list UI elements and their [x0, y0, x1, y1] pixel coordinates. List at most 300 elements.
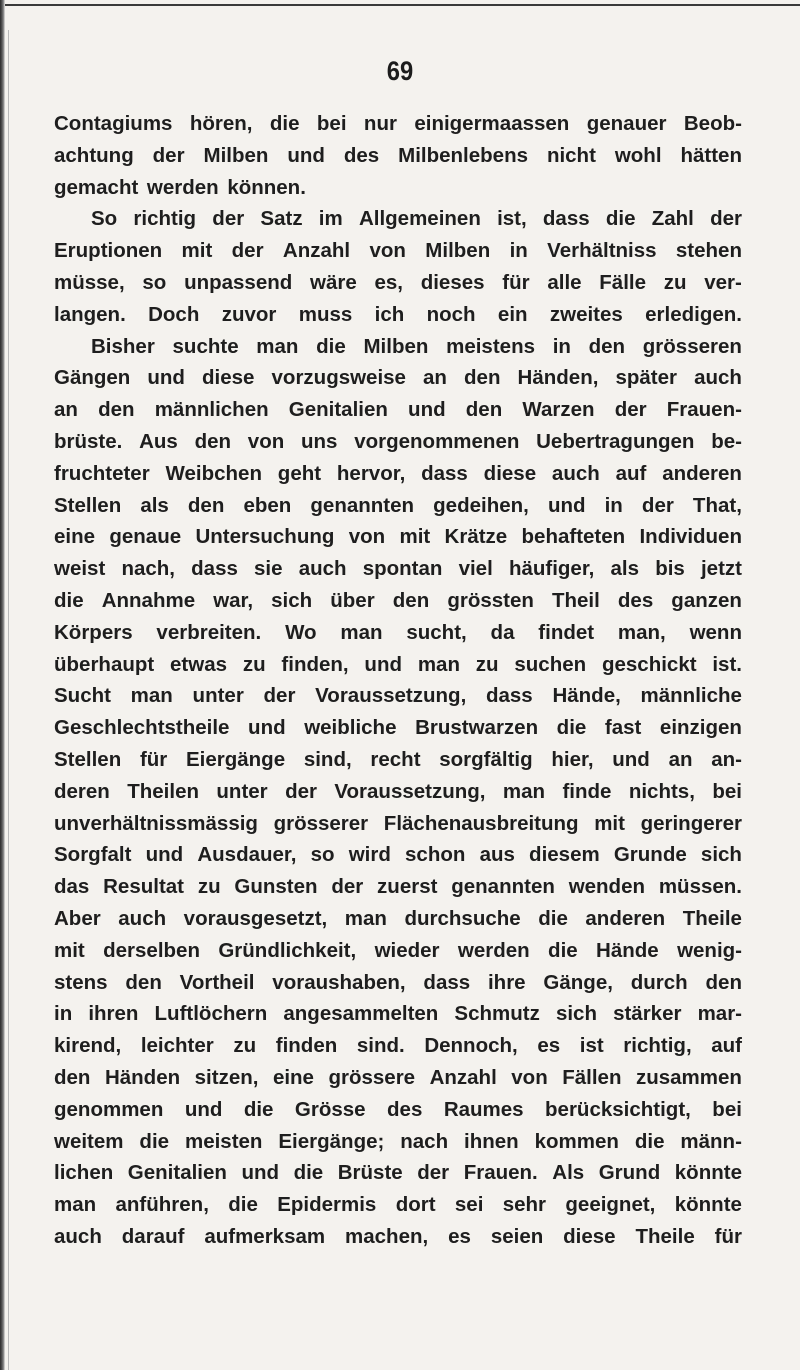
word: auf [711, 1034, 742, 1058]
word: sich [555, 1002, 597, 1026]
word: nicht [546, 143, 596, 167]
text-line [54, 871, 742, 903]
word: ist [579, 1034, 604, 1058]
text-line [54, 1062, 742, 1094]
word: Stellen [54, 493, 122, 517]
word: berücksichtigt, [545, 1097, 691, 1121]
word: Fällen [562, 1065, 622, 1089]
word: den [98, 398, 135, 422]
word: wieder [374, 938, 440, 962]
word: könnte [674, 1161, 742, 1185]
word: und [287, 143, 325, 167]
word: Anzahl [429, 1065, 497, 1089]
page-number: 69 [386, 56, 414, 86]
text-line [54, 331, 742, 363]
word: kirend, [54, 1034, 122, 1058]
text-line [54, 903, 742, 935]
word: zu [197, 875, 221, 899]
word: die [228, 1193, 258, 1217]
word: Geschlechtstheile [54, 716, 230, 740]
word: können. [227, 175, 306, 199]
word: stehen [675, 239, 742, 263]
word: und [364, 652, 402, 676]
word: hätten [680, 143, 742, 167]
word: für [502, 270, 530, 294]
word: der [212, 207, 245, 231]
word: als [610, 557, 640, 581]
word: sei [454, 1193, 484, 1217]
word: Grunde [613, 843, 687, 867]
word: sich [271, 588, 313, 612]
text-line [54, 362, 742, 394]
word: in [509, 239, 528, 263]
word: mit [399, 525, 431, 549]
word: mit [594, 811, 625, 835]
word: ihnen [464, 1129, 519, 1153]
word: be- [711, 429, 742, 453]
word: auch [54, 1224, 102, 1248]
word: zu [475, 652, 499, 676]
word: dass [542, 207, 590, 231]
word: aus [479, 843, 515, 867]
word: da [490, 620, 515, 644]
word: noch [426, 302, 476, 326]
word: nur [363, 112, 397, 135]
word: Fälle [599, 270, 646, 294]
word: nichts, [628, 779, 695, 803]
word: werden [146, 175, 219, 199]
word: Theil [551, 588, 600, 612]
word: etwas [170, 652, 228, 676]
word: genommen [54, 1097, 164, 1121]
word: der [285, 779, 317, 803]
word: ein [497, 302, 528, 326]
page-edge-line [8, 30, 9, 1370]
body-text [54, 108, 742, 1253]
word: stens [54, 970, 108, 994]
text-line [54, 458, 742, 490]
text-line [54, 299, 742, 331]
word: die [634, 1129, 665, 1153]
word: mit [54, 938, 85, 962]
word: vorausgesetzt, [183, 906, 328, 930]
word: und [408, 398, 446, 422]
word: der [231, 239, 264, 263]
word: den [125, 970, 162, 994]
word: Vortheil [179, 970, 255, 994]
page-edge-shadow [0, 0, 5, 1370]
text-line [54, 680, 742, 712]
word: uns [301, 429, 338, 453]
word: voraushaben, [272, 970, 406, 994]
word: finde [562, 779, 612, 803]
word: Genitalien [288, 398, 388, 422]
word: den [705, 970, 742, 994]
word: von [369, 239, 406, 263]
word: jetzt [700, 557, 742, 581]
word: und [147, 366, 185, 390]
word: Uebertragungen [536, 429, 695, 453]
word: in [552, 334, 571, 358]
text-line [54, 394, 742, 426]
word: die [548, 938, 578, 962]
word: ver- [704, 270, 742, 294]
text-line [54, 998, 742, 1030]
word: weitem [54, 1129, 124, 1153]
word: Milben [425, 239, 491, 263]
word: weibliche [304, 716, 397, 740]
word: Sucht [54, 684, 111, 708]
word: zuvor [221, 302, 277, 326]
text-line [54, 808, 742, 840]
word: der [152, 143, 185, 167]
word: schon [405, 843, 466, 867]
text-line [54, 1189, 742, 1221]
word: zu [233, 1034, 257, 1058]
word: wenden [568, 875, 646, 899]
word: müsse, [54, 270, 125, 294]
word: es, [374, 270, 403, 294]
word: genannten [310, 493, 415, 517]
word: und [547, 493, 586, 517]
word: genannten [451, 875, 555, 899]
word: die [54, 588, 84, 612]
text-line [54, 553, 742, 585]
word: sehr [502, 1193, 547, 1217]
word: ihren [88, 1002, 139, 1026]
word: Milben [203, 143, 269, 167]
word: des [343, 143, 380, 167]
word: dort [395, 1193, 436, 1217]
text-line [54, 744, 742, 776]
word: die [538, 906, 568, 930]
word: Gänge, [543, 970, 613, 994]
word: Verhältniss [547, 239, 657, 263]
word: Wo [285, 620, 317, 644]
word: einigermaassen [414, 112, 570, 135]
word: verbreiten. [156, 620, 262, 644]
word: für [139, 747, 168, 771]
word: sitzen, [194, 1065, 259, 1089]
text-line [54, 617, 742, 649]
word: weist [54, 557, 106, 581]
word: man [340, 620, 383, 644]
word: wenn [689, 620, 742, 644]
word: hier, [551, 747, 594, 771]
word: Als [552, 1161, 585, 1185]
text-line [54, 967, 742, 999]
text-line [54, 267, 742, 299]
word: man [417, 652, 460, 676]
word: genaue [109, 525, 182, 549]
word: die [139, 1129, 170, 1153]
word: zusammen [635, 1065, 742, 1089]
word: meisten [184, 1129, 263, 1153]
word: Brustwarzen [415, 716, 539, 740]
word: Resultat [103, 875, 185, 899]
word: grösseren [642, 334, 742, 358]
word: fast [604, 716, 642, 740]
text-line [54, 1157, 742, 1189]
word: sie [254, 557, 283, 581]
word: den [54, 1065, 91, 1089]
word: den [464, 366, 501, 390]
word: viel [458, 557, 493, 581]
word: unter [216, 779, 268, 803]
word: recht [370, 747, 421, 771]
text-line [54, 839, 742, 871]
word: vorgenommenen [354, 429, 520, 453]
word: Gunsten [234, 875, 318, 899]
word: eine [54, 525, 96, 549]
word: der [417, 1161, 450, 1185]
word: machen, [345, 1224, 429, 1248]
word: an [54, 398, 78, 422]
word: seien [490, 1224, 544, 1248]
word: über [330, 588, 375, 612]
word: mar- [697, 1002, 742, 1026]
top-rule [0, 4, 800, 6]
word: dieses [420, 270, 485, 294]
word: spontan [362, 557, 443, 581]
word: bei [712, 1097, 742, 1121]
word: anderen [662, 461, 742, 485]
word: Gängen [54, 366, 131, 390]
word: ganzen [671, 588, 742, 612]
word: Annahme [101, 588, 196, 612]
word: zu [242, 652, 266, 676]
word: sucht, [406, 620, 467, 644]
word: grössere [328, 1065, 416, 1089]
word: häufiger, [508, 557, 595, 581]
word: Frauen. [463, 1161, 538, 1185]
word: unter [192, 684, 244, 708]
word: Milben [363, 334, 429, 358]
word: Untersuchung [195, 525, 335, 549]
word: aufmerksam [204, 1224, 326, 1248]
word: suchen [514, 652, 587, 676]
word: und [612, 747, 650, 771]
word: Stellen [54, 747, 122, 771]
word: die [316, 334, 346, 358]
word: suchte [172, 334, 239, 358]
word: Schmutz [454, 1002, 540, 1026]
word: Ausdauer, [197, 843, 297, 867]
word: Theilen [127, 779, 199, 803]
word: an [423, 366, 447, 390]
word: man [256, 334, 299, 358]
word: Zahl [651, 207, 694, 231]
word: Voraussetzung, [315, 684, 467, 708]
text-line [54, 585, 742, 617]
word: Allgemeinen [358, 207, 481, 231]
word: die [293, 1161, 324, 1185]
text-line [54, 649, 742, 681]
word: zuerst [377, 875, 438, 899]
word: Grund [598, 1161, 661, 1185]
word: geringerer [640, 811, 742, 835]
word: finden, [281, 652, 349, 676]
word: Epidermis [277, 1193, 377, 1217]
word: des [387, 1097, 423, 1121]
word: wäre [310, 270, 357, 294]
word: darauf [121, 1224, 185, 1248]
word: bei [316, 112, 347, 135]
word: man, [617, 620, 666, 644]
word: vorzugsweise [271, 366, 406, 390]
word: werden [457, 938, 530, 962]
word: der [710, 207, 742, 231]
word: einzigen [659, 716, 742, 740]
word: Raumes [443, 1097, 524, 1121]
word: hören, [189, 112, 253, 135]
text-line [54, 712, 742, 744]
word: dass [485, 684, 533, 708]
text-line [54, 235, 742, 267]
word: im [318, 207, 343, 231]
word: findet [538, 620, 595, 644]
word: man [502, 779, 546, 803]
word: ist, [497, 207, 527, 231]
word: Theile [635, 1224, 695, 1248]
word: Krätze [444, 525, 508, 549]
word: auch [551, 461, 600, 485]
word: auch [118, 906, 167, 930]
word: finden [275, 1034, 338, 1058]
word: auch [694, 366, 742, 390]
word: der [331, 875, 364, 899]
text-line [54, 203, 742, 235]
word: ist. [712, 652, 742, 676]
word: Händen, [517, 366, 599, 390]
word: die [269, 112, 300, 135]
word: Weibchen [165, 461, 262, 485]
word: Warzen [522, 398, 595, 422]
word: den [392, 588, 430, 612]
word: hervor, [336, 461, 406, 485]
word: alle [547, 270, 582, 294]
text-line [54, 108, 742, 140]
word: Sorgfalt [54, 843, 132, 867]
word: gedeihen, [433, 493, 529, 517]
text-line [54, 935, 742, 967]
word: an [668, 747, 693, 771]
word: die [556, 716, 587, 740]
word: den [187, 493, 225, 517]
word: auf [615, 461, 647, 485]
word: Individuen [639, 525, 742, 549]
word: anderen [585, 906, 666, 930]
word: Händen [104, 1065, 181, 1089]
word: Hände, [552, 684, 621, 708]
word: kommen [534, 1129, 619, 1153]
word: Eruptionen [54, 239, 163, 263]
word: Körpers [54, 620, 133, 644]
word: durchsuche [404, 906, 521, 930]
word: Eiergänge [185, 747, 286, 771]
word: richtig [133, 207, 197, 231]
word: sind. [356, 1034, 405, 1058]
word: geschickt [601, 652, 697, 676]
word: von [247, 429, 285, 453]
word: von [348, 525, 386, 549]
word: so [310, 843, 335, 867]
word: Bisher [91, 334, 155, 358]
word: fruchteter [54, 461, 150, 485]
word: man [54, 1193, 97, 1217]
word: Frauen- [666, 398, 742, 422]
word: grösserer [273, 811, 369, 835]
word: Milbenlebens [398, 143, 528, 167]
word: unpassend [184, 270, 293, 294]
word: in [604, 493, 623, 517]
word: eine [272, 1065, 314, 1089]
word: diesem [529, 843, 600, 867]
word: angesammelten [283, 1002, 439, 1026]
word: männ- [680, 1129, 742, 1153]
word: anführen, [115, 1193, 209, 1217]
word: in [54, 1002, 73, 1026]
word: dass [191, 557, 238, 581]
text-line [54, 1030, 742, 1062]
word: es [537, 1034, 561, 1058]
word: diese [202, 366, 255, 390]
text-line [54, 426, 742, 458]
word: bis [655, 557, 685, 581]
word: dass [421, 461, 468, 485]
word: männlichen [154, 398, 269, 422]
word: und [248, 716, 286, 740]
word: Beob- [683, 112, 742, 135]
word: geeignet, [565, 1193, 656, 1217]
word: bei [712, 779, 742, 803]
word: sorgfältig [439, 747, 533, 771]
word: man [130, 684, 173, 708]
word: es [448, 1224, 471, 1248]
word: diese [563, 1224, 616, 1248]
word: leichter [140, 1034, 214, 1058]
word: nach, [121, 557, 175, 581]
text-line [54, 776, 742, 808]
word: Grösse [294, 1097, 366, 1121]
word: könnte [674, 1193, 742, 1217]
word: so [142, 270, 167, 294]
word: das [54, 875, 90, 899]
word: durch [630, 970, 688, 994]
word: müssen. [658, 875, 742, 899]
word: stärker [613, 1002, 682, 1026]
word: muss [298, 302, 353, 326]
word: Dennoch, [424, 1034, 518, 1058]
word: auch [298, 557, 347, 581]
word: und [184, 1097, 223, 1121]
word: behafteten [521, 525, 626, 549]
word: überhaupt [54, 652, 155, 676]
text-line [54, 521, 742, 553]
word: meistens [446, 334, 535, 358]
word: ich [374, 302, 405, 326]
word: und [145, 843, 184, 867]
word: war, [213, 588, 254, 612]
word: an- [711, 747, 742, 771]
word: und [241, 1161, 280, 1185]
word: eben [243, 493, 292, 517]
word: Voraussetzung, [334, 779, 486, 803]
word: die [243, 1097, 274, 1121]
word: die [605, 207, 636, 231]
word: genauer [586, 112, 667, 135]
word: erledigen. [645, 302, 742, 326]
